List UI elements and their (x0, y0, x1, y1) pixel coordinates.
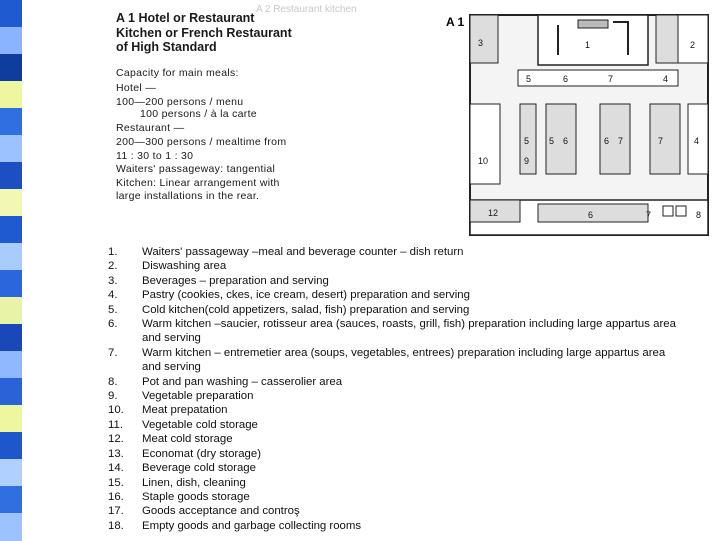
body-line-6: 200—300 persons / mealtime from (116, 136, 287, 148)
plan-label-b7: 7 (646, 210, 652, 220)
plan-label-top5: 5 (526, 74, 532, 84)
legend-number: 10. (108, 404, 124, 417)
plan-room-10 (470, 104, 500, 184)
legend-item (108, 403, 718, 417)
legend-number: 11. (108, 418, 123, 431)
legend-number: 15. (108, 476, 124, 489)
plan-label-m6a: 6 (563, 136, 569, 146)
body-line-5: Restaurant — (116, 122, 185, 134)
strip-cell (0, 108, 22, 136)
plan-counter-block (578, 20, 608, 28)
legend-item (108, 346, 718, 360)
body-line-2: Hotel — (116, 82, 157, 94)
strip-cell (0, 513, 22, 541)
title-line-2: Kitchen or French Restaurant (116, 26, 292, 40)
legend-text: Empty goods and garbage collecting rooms (142, 519, 362, 532)
strip-cell (0, 405, 22, 433)
title-line-1: A 1 Hotel or Restaurant (116, 11, 255, 25)
plan-title: A 1 (446, 15, 465, 29)
strip-cell (0, 378, 22, 406)
faint-header: A 2 Restaurant kitchen (256, 4, 357, 15)
legend-item (108, 245, 718, 259)
legend-number: 1. (108, 246, 118, 258)
legend-text: Beverages – preparation and serving (142, 274, 329, 287)
legend-number: 9. (108, 390, 118, 403)
plan-label-m5a: 5 (524, 136, 530, 146)
legend-text: Pot and pan washing – casserolier area (142, 375, 343, 388)
strip-cell (0, 270, 22, 298)
plan-label-m5b: 5 (549, 136, 555, 146)
legend-number: 8. (108, 375, 118, 388)
plan-sink-2 (676, 206, 686, 216)
legend-item (108, 303, 718, 317)
legend-item (108, 490, 718, 504)
body-line-9: Kitchen: Linear arrangement with (116, 177, 280, 189)
plan-label-top6: 6 (563, 74, 569, 84)
legend-item (108, 447, 718, 461)
legend-number: 16. (108, 490, 124, 503)
strip-cell (0, 81, 22, 109)
strip-cell (0, 54, 22, 82)
legend-item (108, 519, 718, 533)
plan-label-1: 1 (585, 40, 591, 50)
body-line-4: 100 persons / à la carte (140, 108, 257, 120)
body-line-8: Waiters' passageway: tangential (116, 163, 276, 175)
body-line-10: large installations in the rear. (116, 190, 260, 202)
legend-list (108, 245, 718, 533)
body-line-3: 100—200 persons / menu (116, 96, 244, 108)
legend-number: 5. (108, 303, 118, 316)
legend-item (108, 504, 718, 518)
strip-cell (0, 297, 22, 325)
strip-cell (0, 432, 22, 460)
body-line-1: Capacity for main meals: (116, 67, 239, 79)
legend-item (108, 259, 718, 273)
plan-label-m7a: 7 (618, 136, 624, 146)
legend-text: Vegetable cold storage (142, 418, 258, 431)
scanned-page (108, 0, 720, 250)
plan-label-3: 3 (478, 38, 484, 48)
legend-text: Cold kitchen(cold appetizers, salad, fish) preparation and serving (142, 303, 470, 316)
strip-cell (0, 459, 22, 487)
strip-cell (0, 243, 22, 271)
legend-text: Beverage cold storage (142, 462, 256, 475)
plan-label-10: 10 (478, 156, 489, 166)
strip-cell (0, 486, 22, 514)
strip-cell (0, 324, 22, 352)
body-line-7: 11 : 30 to 1 : 30 (116, 150, 194, 162)
plan-label-m7b: 7 (658, 136, 664, 146)
legend-number: 13. (108, 447, 124, 460)
legend-number: 17. (108, 505, 124, 518)
decorative-color-strip (0, 0, 22, 540)
strip-cell (0, 135, 22, 163)
legend-text: Vegetable preparation (142, 390, 254, 403)
legend-item (108, 375, 718, 389)
legend-item (108, 476, 718, 490)
plan-room-right-top (678, 15, 708, 63)
legend-text: Warm kitchen –saucier, rotisseur area (sauces, roasts, grill, fish) preparation including large appartus area (142, 318, 676, 331)
plan-label-12: 12 (488, 208, 499, 218)
legend-text: Economat (dry storage) (142, 447, 262, 460)
legend-item (108, 418, 718, 432)
kitchen-floor-plan (438, 0, 720, 250)
title-line-3: of High Standard (116, 40, 217, 54)
plan-sink-1 (663, 206, 673, 216)
legend-text: Linen, dish, cleaning (142, 476, 246, 489)
legend-item (108, 288, 718, 302)
plan-label-top4: 4 (663, 74, 669, 84)
legend-text: Goods acceptance and controş (142, 505, 300, 518)
legend-text: Meat prepatation (142, 404, 228, 417)
plan-room-3 (470, 15, 498, 63)
legend-number: 6. (108, 318, 118, 331)
legend-item (108, 461, 718, 475)
legend-number: 18. (108, 519, 124, 532)
plan-top-row (518, 70, 678, 86)
plan-label-b8: 8 (696, 210, 702, 220)
legend-item (108, 274, 718, 288)
legend-number: 3. (108, 274, 118, 287)
plan-block-77 (650, 104, 680, 174)
strip-cell (0, 27, 22, 55)
legend-number: 12. (108, 433, 124, 446)
legend-text: Warm kitchen – entremetier area (soups, vegetables, entrees) preparation including large appartus area (142, 346, 666, 359)
legend-number: 2. (108, 260, 118, 273)
legend-number: 14. (108, 462, 124, 475)
strip-cell (0, 351, 22, 379)
legend-item (108, 317, 718, 331)
legend-number: 7. (108, 346, 118, 359)
legend-text: Meat cold storage (142, 433, 233, 446)
plan-label-m9: 9 (524, 156, 530, 166)
legend-number: 4. (108, 289, 118, 302)
plan-label-top7: 7 (608, 74, 614, 84)
legend-text: Staple goods storage (142, 490, 250, 503)
legend-continuation: and serving (142, 332, 201, 345)
legend-text: Pastry (cookies, ckes, ice cream, desert) preparation and serving (142, 289, 470, 302)
legend-continuation: and serving (142, 361, 201, 374)
legend-text: Waiters' passageway –meal and beverage counter – dish return (142, 246, 464, 258)
legend-item (108, 389, 718, 403)
plan-label-2: 2 (690, 40, 696, 50)
plan-label-m6b: 6 (604, 136, 610, 146)
legend-item (108, 432, 718, 446)
strip-cell (0, 216, 22, 244)
strip-cell (0, 189, 22, 217)
strip-cell (0, 162, 22, 190)
legend-text: Diswashing area (142, 260, 227, 273)
strip-cell (0, 0, 22, 28)
plan-label-m4: 4 (694, 136, 700, 146)
plan-label-b6: 6 (588, 210, 594, 220)
plan-room-2 (656, 15, 678, 63)
